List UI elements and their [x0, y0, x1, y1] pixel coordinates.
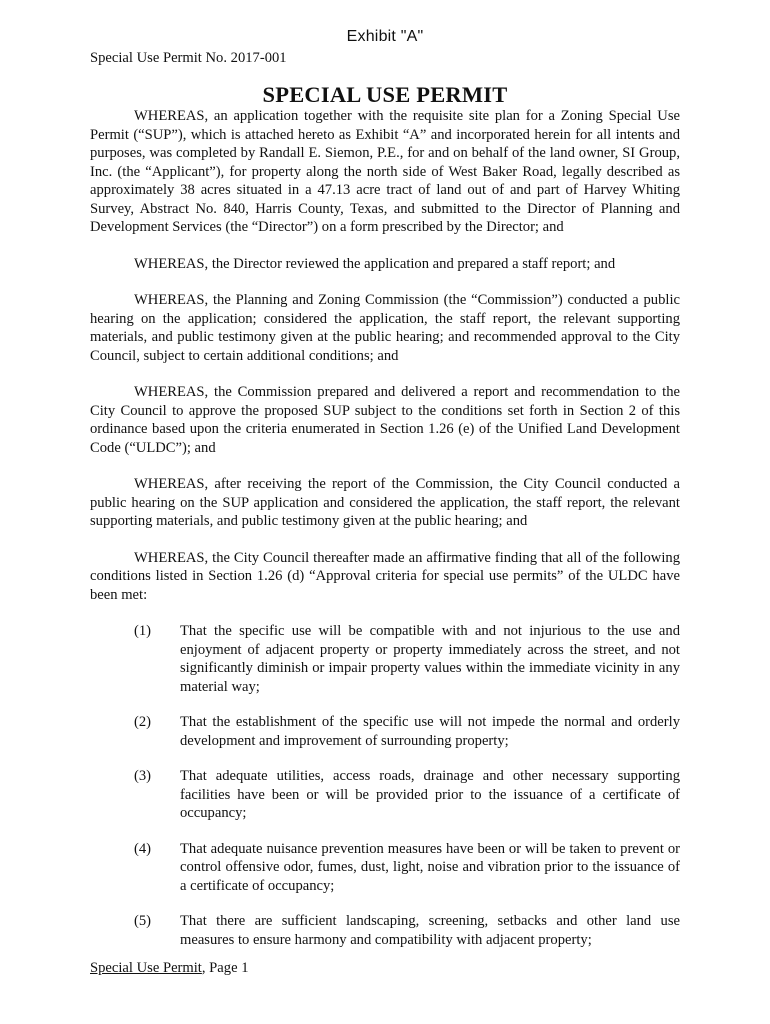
- whereas-paragraph: WHEREAS, the Director reviewed the application and prepared a staff report; and: [134, 255, 616, 272]
- condition-text: That there are sufficient landscaping, screening, setbacks and other land use measures to ensure harmony and compatibility with adjacent property;: [180, 913, 680, 948]
- condition-text: That adequate nuisance prevention measures have been or will be taken to prevent or control offensive odor, fumes, dust, light, noise and vibration prior to the issuance of a certificate of occupancy;: [180, 840, 680, 894]
- exhibit-label: Exhibit "A": [346, 28, 424, 45]
- permit-number: Special Use Permit No. 2017-001: [90, 50, 287, 66]
- whereas-paragraph: WHEREAS, the City Council thereafter made an affirmative finding that all of the following conditions listed in Section 1.26 (d) “Approval criteria for special use permits” of the ULDC have been met:: [90, 549, 680, 603]
- condition-item: [90, 767, 680, 823]
- page-footer: [90, 960, 249, 977]
- condition-number: (2): [134, 714, 152, 730]
- condition-item: [90, 912, 680, 949]
- whereas-paragraph: WHEREAS, the Planning and Zoning Commission (the “Commission”) conducted a public hearing on the application; considered the application, the staff report, the relevant supporting materials, and public testimony given at the public hearing; and recommended approval to the City Council, subject to certain additional conditions; and: [90, 292, 680, 364]
- condition-item: [90, 840, 680, 896]
- document-body: [90, 107, 680, 966]
- footer-page-number: , Page 1: [201, 960, 249, 976]
- condition-number: (3): [134, 768, 152, 784]
- conditions-list: [90, 622, 680, 949]
- condition-item: [90, 622, 680, 696]
- whereas-paragraph: WHEREAS, the Commission prepared and delivered a report and recommendation to the City Council to approve the proposed SUP subject to the conditions set forth in Section 2 of this ordinance based upon the criteria enumerated in Section 1.26 (e) of the Unified Land Development Code (“ULDC”); and: [90, 384, 680, 456]
- condition-number: (1): [134, 623, 152, 639]
- condition-number: (5): [134, 913, 152, 929]
- condition-text: That adequate utilities, access roads, drainage and other necessary supporting facilities have been or will be provided prior to the issuance of a certificate of occupancy;: [180, 768, 680, 821]
- condition-number: (4): [134, 840, 152, 857]
- condition-text: That the specific use will be compatible with and not injurious to the use and enjoyment of adjacent property or property immediately across the street, and not significantly diminish or impair property values within the immediate vicinity in any material way;: [180, 623, 680, 695]
- condition-item: [90, 713, 680, 750]
- page-title: SPECIAL USE PERMIT: [262, 82, 508, 107]
- whereas-paragraph: WHEREAS, an application together with the requisite site plan for a Zoning Special Use Permit (“SUP”), which is attached hereto as Exhibit “A” and incorporated herein for all intents and purposes, was completed by Randall E. Siemon, P.E., for and on behalf of the land owner, SI Group, Inc. (the “Applicant”), for property along the north side of West Baker Road, legally described as approximately 38 acres situated in a 47.13 acre tract of land out of and part of Harvey Whiting Survey, Abstract No. 840, Harris County, Texas, and submitted to the Director of Planning and Development Services (the “Director”) on a form prescribed by the Director; and: [90, 108, 680, 235]
- whereas-paragraph: WHEREAS, after receiving the report of the Commission, the City Council conducted a public hearing on the SUP application and considered the application, the staff report, the relevant supporting materials, and public testimony given at the public hearing; and: [90, 476, 680, 529]
- condition-text: That the establishment of the specific use will not impede the normal and orderly development and improvement of surrounding property;: [180, 714, 680, 749]
- footer-document-title: Special Use Permit: [90, 960, 202, 976]
